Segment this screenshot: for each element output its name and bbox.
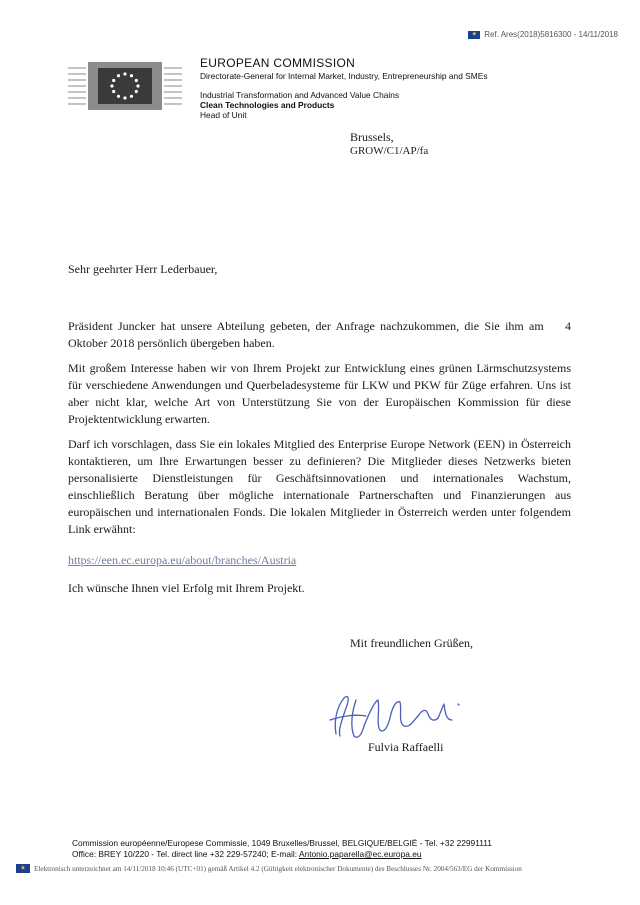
unit-line-1: Industrial Transformation and Advanced Value Chains: [200, 90, 400, 100]
een-austria-link[interactable]: https://een.ec.europa.eu/about/branches/Austria: [68, 553, 297, 567]
handwritten-signature: [322, 690, 462, 746]
footer-office-details: Office: BREY 10/220 - Tel. direct line +32 229-57240; E-mail:: [72, 849, 299, 859]
eu-flag-icon: [16, 864, 30, 873]
salutation: Sehr geehrter Herr Lederbauer,: [68, 262, 218, 276]
paragraph-1: Präsident Juncker hat unsere Abteilung gebeten, der Anfrage nachzukommen, die Sie ihm am 4 Oktober 2018 persönlich übergeben haben.: [68, 319, 574, 350]
reference-stamp-text: Ref. Ares(2018)5816300 - 14/11/2018: [484, 30, 618, 39]
footer-email-link[interactable]: Antonio.paparella@ec.europa.eu: [298, 849, 422, 859]
closing-phrase: Mit freundlichen Grüßen,: [350, 636, 473, 650]
unit-line-3: Head of Unit: [200, 110, 247, 120]
organization-name: EUROPEAN COMMISSION: [200, 56, 356, 70]
unit-line-2: Clean Technologies and Products: [200, 100, 335, 110]
electronic-signature-note: [16, 864, 522, 873]
signer-name: Fulvia Raffaelli: [368, 740, 444, 754]
paragraph-3: Darf ich vorschlagen, dass Sie ein lokales Mitglied des Enterprise Europe Network (EEN) in Österreich kontaktieren, um Ihre Erwartungen besser zu definieren? Die Mitglieder dieses Netzwerks bieten personalisierte Dienstleistungen für Geschäftsinnovationen und internationales Wachstum, einschließlich Beratung über mögliche internationale Partnerschaften und Finanzierungen aus europäischen und internationalen Fonds. Die lokalen Mitglieder in Österreich werden unter folgendem Link erwähnt:: [68, 437, 571, 536]
paragraph-4: Ich wünsche Ihnen viel Erfolg mit Ihrem Projekt.: [68, 581, 305, 595]
eu-flag-icon: [468, 31, 480, 39]
footer-address: Commission européenne/Europese Commissie, 1049 Bruxelles/Brussel, BELGIQUE/BELGIË - Tel. +32 22991111: [72, 838, 492, 848]
electronic-signature-text: Elektronisch unterzeichnet am 14/11/2018 10:46 (UTC+01) gemäß Artikel 4.2 (Gültigkeit elektronischer Dokumente) des Beschlusses Nr. 2004/563/EG der Kommission: [34, 864, 522, 873]
letter-city: Brussels,: [350, 130, 394, 144]
european-commission-logo: [68, 62, 182, 110]
paragraph-2: Mit großem Interesse haben wir von Ihrem Projekt zur Entwicklung eines grünen Lärmschutzsystems für verschiedene Anwendungen und Querbeladesysteme für LKW und PKW für Züge erfahren. Uns ist aber nicht klar, welche Art von Unterstützung Sie von der Europäischen Kommission für diese Projektentwicklung erwarten.: [68, 361, 571, 426]
footer-office: [72, 849, 422, 859]
reference-stamp: [468, 30, 618, 39]
letter-reference-code: GROW/C1/AP/fa: [350, 145, 429, 157]
directorate-general: Directorate-General for Internal Market, Industry, Entrepreneurship and SMEs: [200, 71, 488, 81]
